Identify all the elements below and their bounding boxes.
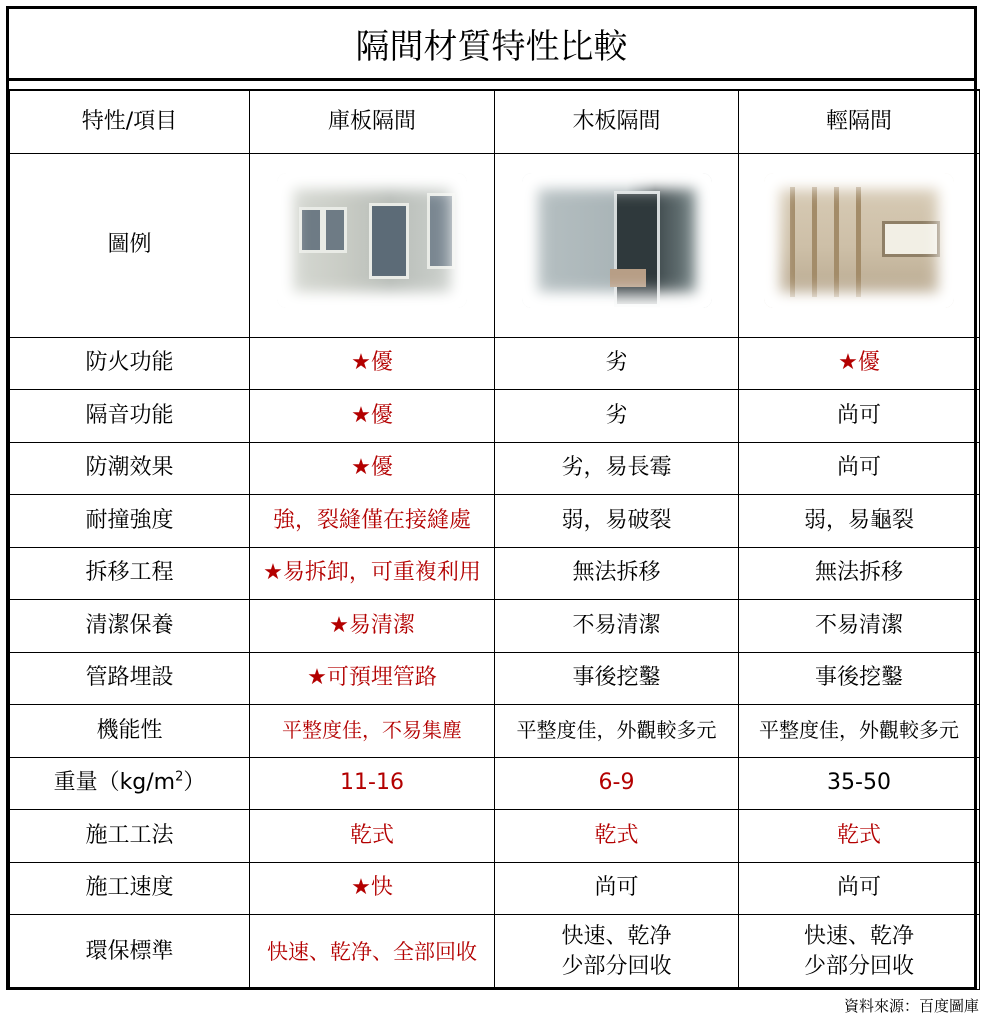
header-cell: 輕隔間 <box>739 90 980 153</box>
table-row <box>10 390 980 443</box>
table-cell: 劣 <box>495 337 739 390</box>
row-label: 防火功能 <box>10 337 250 390</box>
row-label: 環保標準 <box>10 915 250 990</box>
table-cell: 強，裂縫僅在接縫處 <box>250 495 495 548</box>
row-label: 清潔保養 <box>10 600 250 653</box>
header-cell: 特性/項目 <box>10 90 250 153</box>
table-row <box>10 757 980 810</box>
table-cell: 快速、乾净、全部回收 <box>250 915 495 990</box>
table-cell: 乾式 <box>495 810 739 863</box>
table-cell: 尚可 <box>495 862 739 915</box>
table-cell: 乾式 <box>739 810 980 863</box>
image-row <box>10 153 980 337</box>
table-row <box>10 547 980 600</box>
header-row <box>10 90 980 153</box>
row-label: 圖例 <box>10 153 250 337</box>
header-cell: 庫板隔間 <box>250 90 495 153</box>
cell-line: 快速、乾净 <box>803 924 914 950</box>
table-row <box>10 337 980 390</box>
table-cell: ★易清潔 <box>250 600 495 653</box>
table-cell: 無法拆移 <box>739 547 980 600</box>
wood-partition-photo <box>522 173 712 308</box>
table-cell: 弱，易破裂 <box>495 495 739 548</box>
row-label: 隔音功能 <box>10 390 250 443</box>
image-cell <box>250 153 495 337</box>
table-cell: 劣，易長霉 <box>495 442 739 495</box>
image-cell <box>739 153 980 337</box>
table-row <box>10 652 980 705</box>
page-title: 隔間材質特性比較 <box>9 9 974 81</box>
table-row <box>10 600 980 653</box>
table-cell <box>739 915 980 990</box>
table-cell: 尚可 <box>739 442 980 495</box>
cell-line: 少部分回收 <box>803 954 914 979</box>
table-row <box>10 705 980 758</box>
table-cell: 事後挖鑿 <box>495 652 739 705</box>
table-cell: 弱，易龜裂 <box>739 495 980 548</box>
table-cell: ★可預埋管路 <box>250 652 495 705</box>
cell-line: 少部分回收 <box>561 954 672 979</box>
table-cell: 事後挖鑿 <box>739 652 980 705</box>
table-row <box>10 862 980 915</box>
comparison-table <box>9 89 980 990</box>
table-cell: ★優 <box>250 442 495 495</box>
table-cell <box>495 915 739 990</box>
row-label: 防潮效果 <box>10 442 250 495</box>
row-label: 重量$(kg/m^2)$ <box>10 757 250 810</box>
image-cell <box>495 153 739 337</box>
table-cell: ★優 <box>250 337 495 390</box>
table-cell: 無法拆移 <box>495 547 739 600</box>
row-label: 施工工法 <box>10 810 250 863</box>
table-cell: 劣 <box>495 390 739 443</box>
table-cell: 35-50 <box>739 757 980 810</box>
table-cell: 尚可 <box>739 390 980 443</box>
table-row <box>10 442 980 495</box>
table-cell: ★快 <box>250 862 495 915</box>
panel-partition-photo <box>277 173 467 308</box>
row-label: 機能性 <box>10 705 250 758</box>
row-label: 拆移工程 <box>10 547 250 600</box>
header-cell: 木板隔間 <box>495 90 739 153</box>
table-cell: 11-16 <box>250 757 495 810</box>
table-row <box>10 495 980 548</box>
table-cell: ★優 <box>739 337 980 390</box>
table-cell: 尚可 <box>739 862 980 915</box>
table-cell: 乾式 <box>250 810 495 863</box>
table-cell: 不易清潔 <box>739 600 980 653</box>
source-note: 資料來源：百度圖庫 <box>843 997 979 1015</box>
table-cell: 平整度佳，外觀較多元 <box>495 705 739 758</box>
cell-line: 快速、乾净 <box>561 924 672 950</box>
light-partition-photo <box>764 173 954 308</box>
row-label: 管路埋設 <box>10 652 250 705</box>
table-cell: 平整度佳，不易集塵 <box>250 705 495 758</box>
table-cell: 平整度佳，外觀較多元 <box>739 705 980 758</box>
row-label: 耐撞強度 <box>10 495 250 548</box>
table-cell: ★易拆卸，可重複利用 <box>250 547 495 600</box>
row-label: 施工速度 <box>10 862 250 915</box>
table-cell: 6-9 <box>495 757 739 810</box>
table-cell: 不易清潔 <box>495 600 739 653</box>
table-row <box>10 810 980 863</box>
table-row <box>10 915 980 990</box>
table-cell: ★優 <box>250 390 495 443</box>
